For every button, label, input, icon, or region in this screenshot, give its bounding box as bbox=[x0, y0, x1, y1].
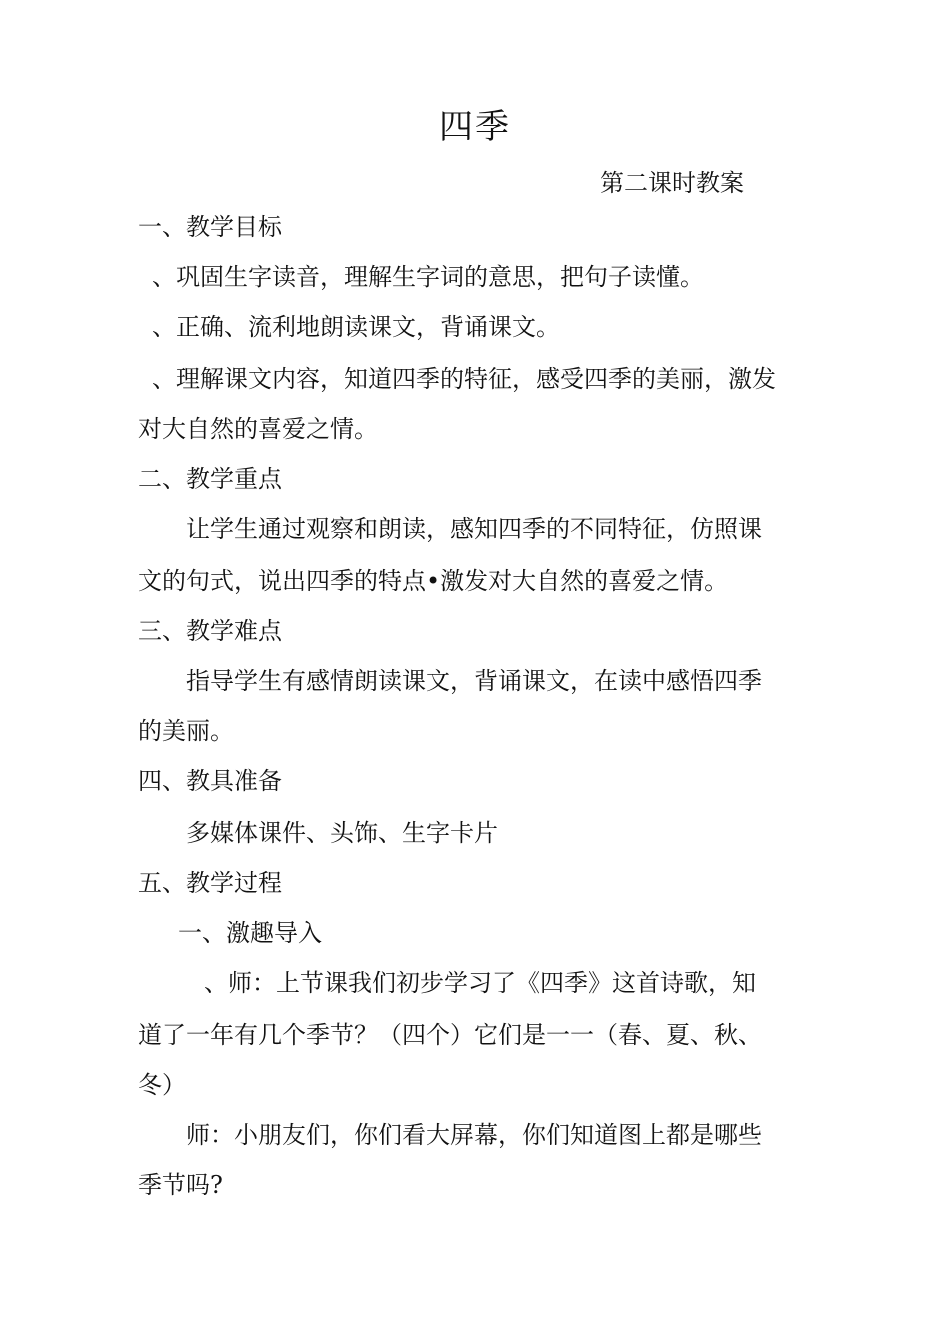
paragraph-1-line-2: 道了一年有几个季节？（四个）它们是一一（春、夏、秋、 bbox=[138, 1021, 762, 1049]
goal-item-3-line-1: 、理解课文内容，知道四季的特征，感受四季的美丽，激发 bbox=[152, 365, 776, 393]
paragraph-2-line-1: 师：小朋友们，你们看大屏幕，你们知道图上都是哪些 bbox=[186, 1121, 762, 1149]
section-heading-difficulties: 三、教学难点 bbox=[138, 617, 282, 645]
paragraph-1-line-1: 、师：上节课我们初步学习了《四季》这首诗歌，知 bbox=[204, 969, 756, 997]
goal-item-1: 、巩固生字读音，理解生字词的意思，把句子读懂。 bbox=[152, 263, 704, 291]
section-heading-process: 五、教学过程 bbox=[138, 869, 282, 897]
step-heading-intro: 一、激趣导入 bbox=[178, 919, 322, 947]
section-heading-materials: 四、教具准备 bbox=[138, 767, 282, 795]
section-heading-key-points: 二、教学重点 bbox=[138, 465, 282, 493]
section-heading-goals: 一、教学目标 bbox=[138, 213, 282, 241]
key-points-line-1: 让学生通过观察和朗读，感知四季的不同特征，仿照课 bbox=[186, 515, 762, 543]
materials-list: 多媒体课件、头饰、生字卡片 bbox=[186, 819, 498, 847]
paragraph-2-line-2: 季节吗? bbox=[138, 1171, 223, 1199]
paragraph-1-line-3: 冬） bbox=[138, 1071, 186, 1099]
page-title: 四季 bbox=[439, 107, 511, 147]
goal-item-3-line-2: 对大自然的喜爱之情。 bbox=[138, 415, 378, 443]
lesson-subtitle: 第二课时教案 bbox=[600, 169, 744, 197]
goal-item-2: 、正确、流利地朗读课文，背诵课文。 bbox=[152, 313, 560, 341]
difficulties-line-2: 的美丽。 bbox=[138, 717, 234, 745]
difficulties-line-1: 指导学生有感情朗读课文，背诵课文，在读中感悟四季 bbox=[186, 667, 762, 695]
key-points-line-2: 文的句式，说出四季的特点•激发对大自然的喜爱之情。 bbox=[138, 567, 729, 595]
